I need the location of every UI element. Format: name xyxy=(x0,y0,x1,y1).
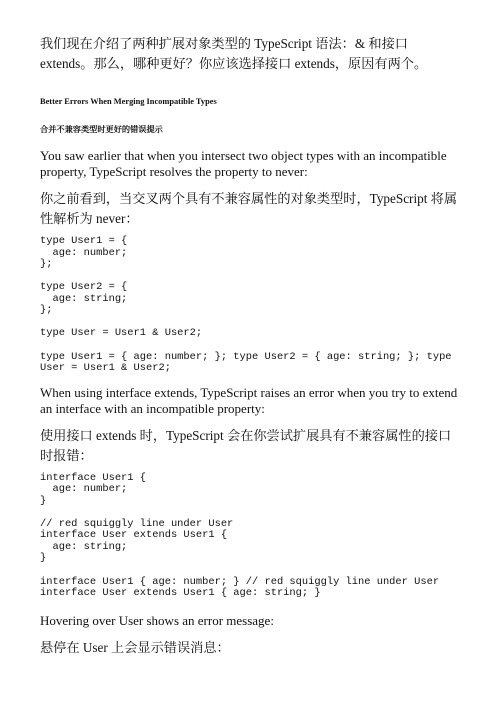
code-block-interface-extends-inline: interface User1 { age: number; } // red squiggly line under User interface User extends User1 { age: string; } xyxy=(40,575,440,599)
section-heading-zh: 合并不兼容类型时更好的错误提示 xyxy=(40,124,163,134)
paragraph-2-zh: 使用接口 extends 时，TypeScript 会在你尝试扩展具有不兼容属性的接口时报错： xyxy=(40,427,452,463)
section-heading-en: Better Errors When Merging Incompatible Types xyxy=(40,97,217,106)
code-block-intersection: type User1 = { age: number; }; type User2 = { age: string; }; type User = User1 & User2; xyxy=(40,235,203,339)
paragraph-1-en: You saw earlier that when you intersect two object types with an incompatible property, TypeScript resolves the property to never: xyxy=(40,148,447,179)
paragraph-1-zh: 你之前看到，当交叉两个具有不兼容属性的对象类型时，TypeScript 将属性解析为 never： xyxy=(40,191,458,226)
intro-paragraph-zh: 我们现在介绍了两种扩展对象类型的 TypeScript 语法：& 和接口 extends。那么，哪种更好？你应该选择接口 extends，原因有两个。 xyxy=(40,36,428,71)
code-block-interface-extends: interface User1 { age: number; } // red squiggly line under User interface User extends User1 { age: string; } xyxy=(40,471,234,564)
paragraph-2-en: When using interface extends, TypeScript raises an error when you try to extend an interface with an incompatible property: xyxy=(40,384,458,416)
code-block-intersection-inline: type User1 = { age: number; }; type User2 = { age: string; }; type User = User1 & User2; xyxy=(40,350,452,374)
paragraph-3-en: Hovering over User shows an error message: xyxy=(40,612,274,628)
paragraph-3-zh: 悬停在 User 上会显示错误消息： xyxy=(40,639,230,655)
